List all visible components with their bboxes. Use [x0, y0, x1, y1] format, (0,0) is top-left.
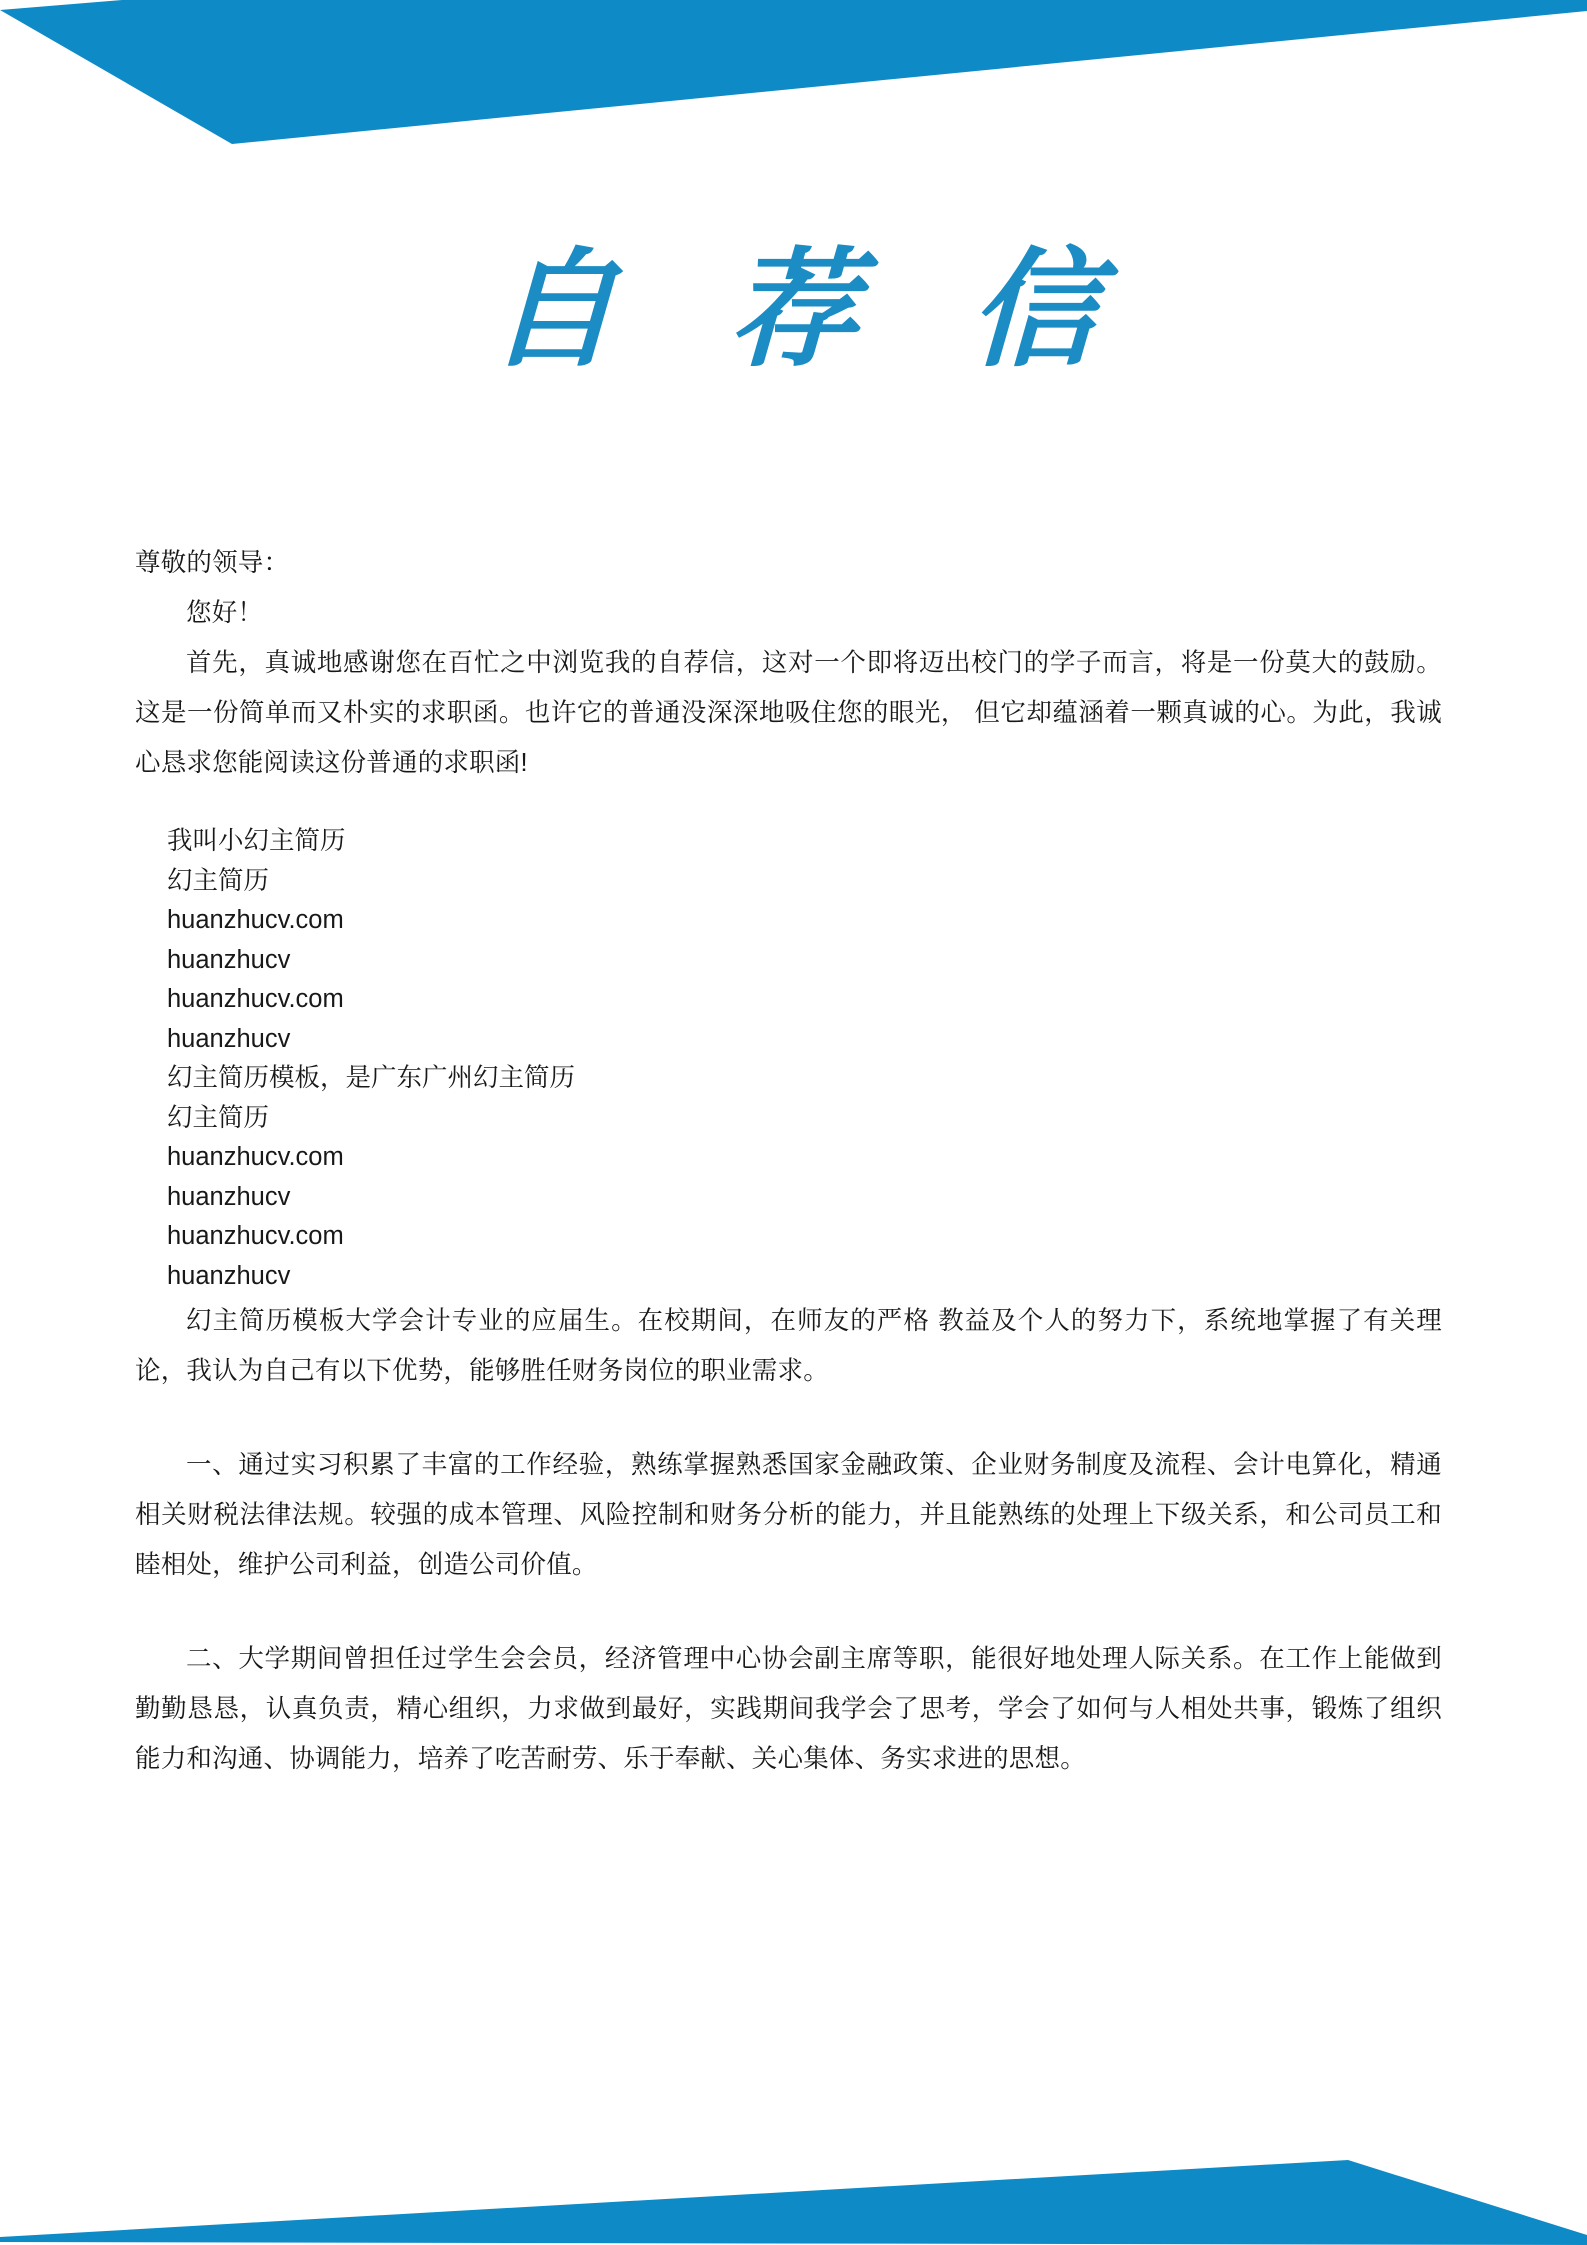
- list-item: huanzhucv: [167, 1182, 291, 1211]
- salutation: 尊敬的领导：: [135, 549, 290, 577]
- top-blue-banner: [0, 0, 1587, 160]
- point-paragraph-two: 二、大学期间曾担任过学生会会员，经济管理中心协会副主席等职，能很好地处理人际关系。在工作上能做到勤勤恳恳，认真负责，精心组织，力求做到最好，实践期间我学会了思考，学会了如何与人相处共事，锻炼了组织能力和沟通、协调能力，培养了吃苦耐劳、乐于奉献、关心集体、务实求进的思想。: [135, 1645, 1442, 1773]
- greeting: 您好！: [186, 599, 264, 627]
- list-item: huanzhucv: [167, 1024, 291, 1053]
- spacer-between-points: [135, 1590, 1442, 1634]
- list-item: huanzhucv.com: [167, 1143, 344, 1171]
- list-item: huanzhucv.com: [167, 985, 344, 1013]
- intro-paragraph: 首先，真诚地感谢您在百忙之中浏览我的自荐信，这对一个即将迈出校门的学子而言，将是一份莫大的鼓励。这是一份简单而又朴实的求职函。也许它的普通没深深地吸住您的眼光， 但它却蕴涵着一颗真诚的心。为此，我诚心恳求您能阅读这份普通的求职函!: [135, 649, 1442, 777]
- list-item: 幻主简历: [167, 866, 270, 895]
- page-title: 自 荐 信: [486, 235, 1135, 385]
- list-item: huanzhucv.com: [167, 1222, 344, 1250]
- document-title-container: [0, 235, 1587, 385]
- spacer-after-intro: [135, 788, 1442, 822]
- list-item: huanzhucv.com: [167, 906, 344, 934]
- list-item: huanzhucv: [167, 945, 291, 974]
- spacer-before-points: [135, 1396, 1442, 1440]
- list-item: 幻主简历: [167, 1103, 270, 1132]
- applicant-info-list: [135, 822, 1442, 1296]
- list-item: huanzhucv: [167, 1261, 291, 1290]
- bottom-blue-banner: [0, 2125, 1587, 2245]
- background-paragraph: 幻主简历模板大学会计专业的应届生。在校期间，在师友的严格 教益及个人的努力下，系统地掌握了有关理论，我认为自己有以下优势，能够胜任财务岗位的职业需求。: [135, 1307, 1442, 1385]
- letter-body: [135, 538, 1442, 1784]
- point-paragraph-one: 一、通过实习积累了丰富的工作经验，熟练掌握熟悉国家金融政策、企业财务制度及流程、会计电算化，精通相关财税法律法规。较强的成本管理、风险控制和财务分析的能力，并且能熟练的处理上下级关系，和公司员工和睦相处，维护公司利益，创造公司价值。: [135, 1451, 1442, 1579]
- list-item: 我叫小幻主简历: [167, 827, 346, 855]
- list-item: 幻主简历模板，是广东广州幻主简历: [167, 1064, 576, 1092]
